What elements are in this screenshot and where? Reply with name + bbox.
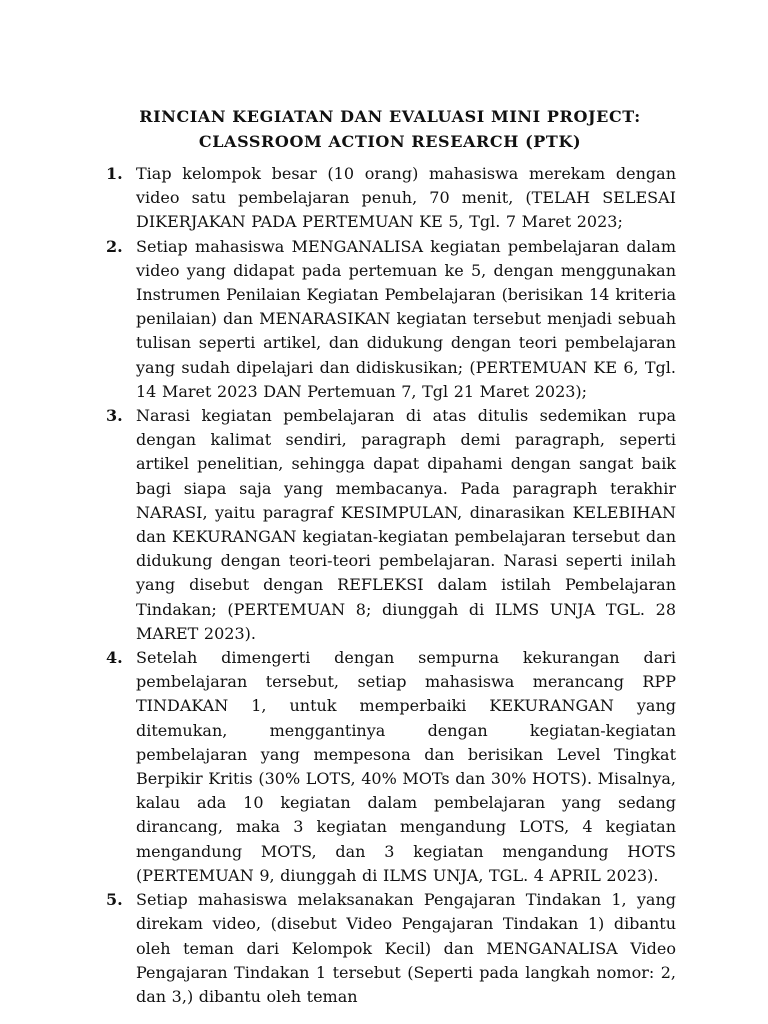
list-item-number: 2. [106,236,123,256]
list-item-text: Narasi kegiatan pembelajaran di atas ditulis sedemikan rupa dengan kalimat sendiri, paragraph demi paragraph, seperti artikel penelitian, sehingga dapat dipahami dengan sangat baik bagi siapa saja yang membacanya. Pada paragraph terakhir NARASI, yaitu paragraf KESIMPULAN, dinarasikan KELEBIHAN dan KEKURANGAN kegiatan-kegiatan pembelajaran tersebut dan didukung dengan teori-teori pembelajaran. Narasi seperti inilah yang disebut dengan REFLEKSI dalam istilah Pembelajaran Tindakan; (PERTEMUAN 8; diunggah di ILMS UNJA TGL. 28 MARET 2023). [136,406,676,643]
document-title-line-2: CLASSROOM ACTION RESEARCH (PTK) [198,132,582,151]
activity-list [106,162,676,1009]
list-item-text: Setelah dimengerti dengan sempurna kekurangan dari pembelajaran tersebut, setiap mahasiswa merancang RPP TINDAKAN 1, untuk memperbaiki KEKURANGAN yang ditemukan, menggantinya dengan kegiatan-kegiatan pembelajaran yang mempesona dan berisikan Level Tingkat Berpikir Kritis (30% LOTS, 40% MOTs dan 30% HOTS). Misalnya, kalau ada 10 kegiatan dalam pembelajaran yang sedang dirancang, maka 3 kegiatan mengandung LOTS, 4 kegiatan mengandung MOTS, dan 3 kegiatan mengandung HOTS (PERTEMUAN 9, diunggah di ILMS UNJA, TGL. 4 APRIL 2023). [136,648,676,885]
list-item-number: 1. [106,164,123,183]
list-item-number: 4. [106,648,123,668]
list-item [106,888,676,1009]
list-item [106,646,676,888]
list-item-text: Tiap kelompok besar (10 orang) mahasiswa merekam dengan video satu pembelajaran penuh, 70 menit, (TELAH SELESAI DIKERJAKAN PADA PERTEMUAN KE 5, Tgl. 7 Maret 2023; [136,164,676,232]
list-item-number: 3. [106,406,123,426]
list-item-number: 5. [106,890,123,910]
list-item [106,404,676,646]
list-item-text: Setiap mahasiswa melaksanakan Pengajaran Tindakan 1, yang direkam video, (disebut Video Pengajaran Tindakan 1) dibantu oleh teman dari Kelompok Kecil) dan MENGANALISA Video Pengajaran Tindakan 1 tersebut (Seperti pada langkah nomor: 2, dan 3,) dibantu oleh teman [136,890,676,1006]
list-item [106,162,676,235]
list-item-text: Setiap mahasiswa MENGANALISA kegiatan pembelajaran dalam video yang didapat pada pertemuan ke 5, dengan menggunakan Instrumen Penilaian Kegiatan Pembelajaran (berisikan 14 kriteria penilaian) dan MENARASIKAN kegiatan tersebut menjadi sebuah tulisan seperti artikel, dan didukung dengan teori pembelajaran yang sudah dipelajari dan didiskusikan; (PERTEMUAN KE 6, Tgl. 14 Maret 2023 DAN Pertemuan 7, Tgl 21 Maret 2023); [136,236,676,401]
list-item [106,235,676,404]
document-title-line-1: RINCIAN KEGIATAN DAN EVALUASI MINI PROJECT: [139,107,641,126]
document-title [100,104,680,154]
